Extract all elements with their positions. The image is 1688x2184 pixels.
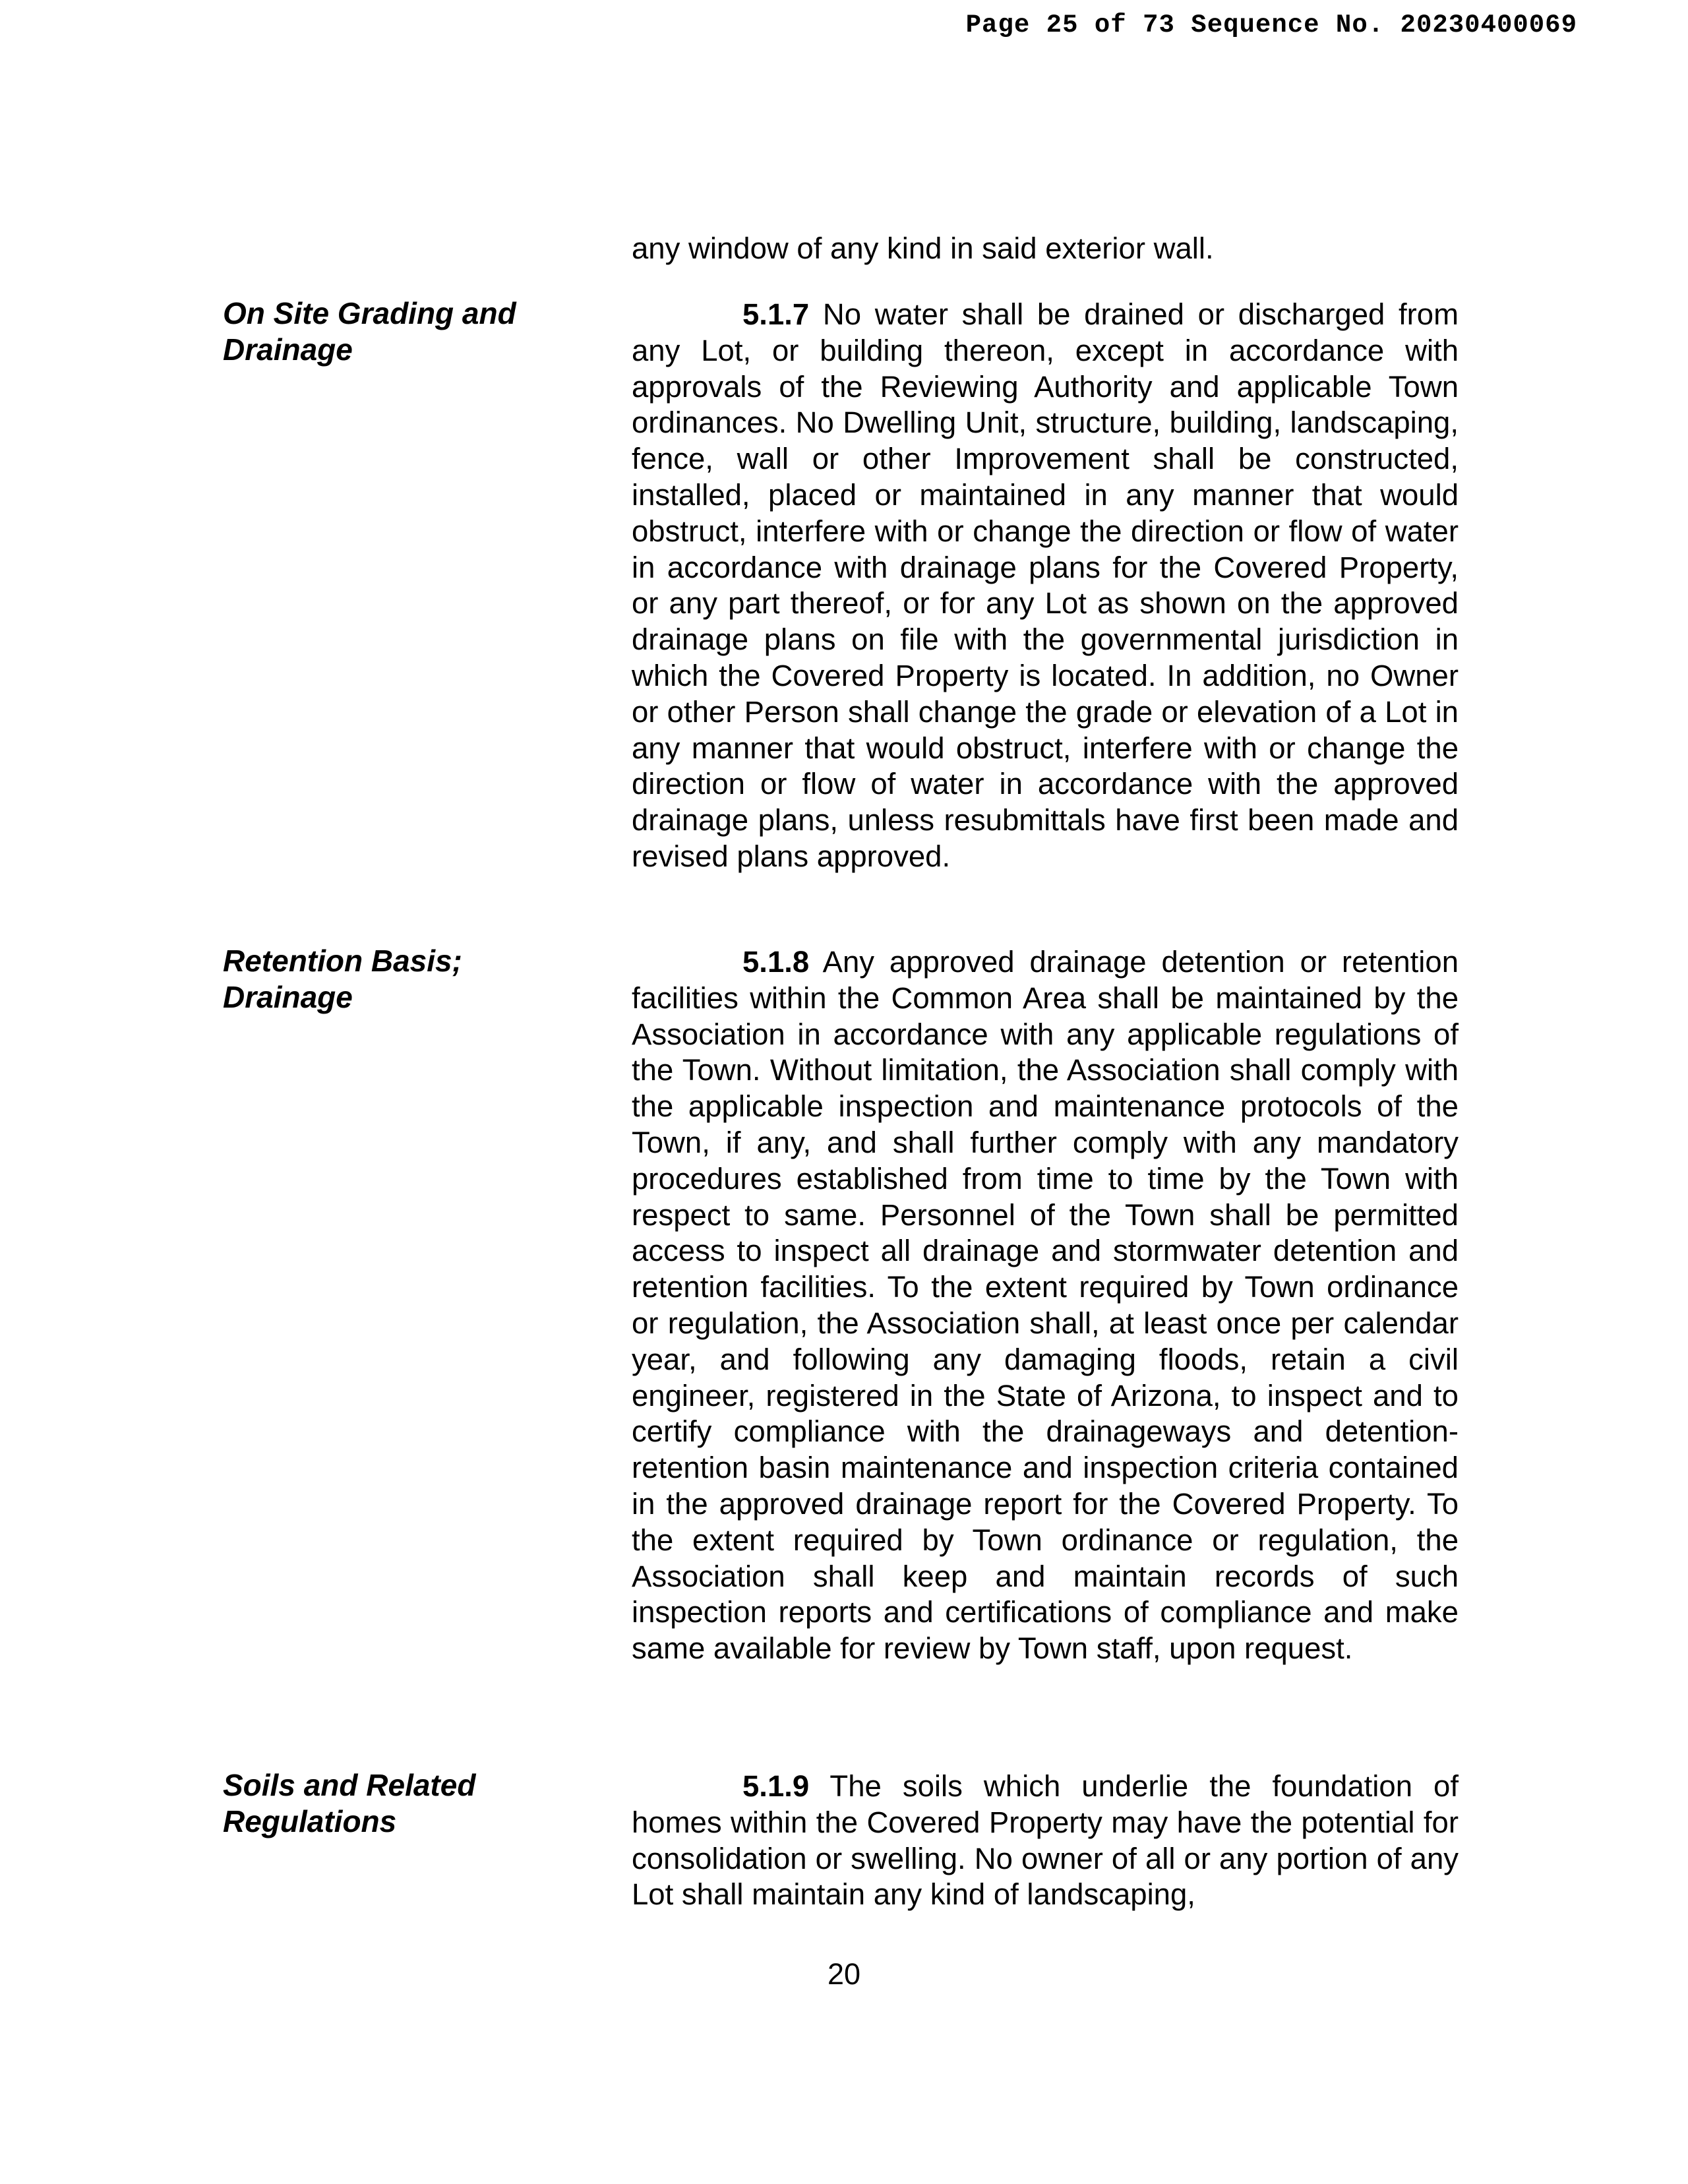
section-number: 5.1.7: [742, 297, 810, 331]
section-heading-retention-basis: Retention Basis; Drainage: [223, 944, 462, 1014]
section-5-1-7-paragraph: [632, 297, 1459, 875]
section-text: Any approved drainage detention or retention facilities within the Common Area shall be maintained by the Association in accordance with any applicable regulations of the Town. Without limitation, the Association shall comply with the applicable inspection and maintenance protocols of the Town, if any, and shall further comply with any mandatory procedures established from time to time by the Town with respect to same. Personnel of the Town shall be permitted access to inspect all drainage and stormwater detention and retention facilities. To the extent required by Town ordinance or regulation, the Association shall, at least once per calendar year, and following any damaging floods, retain a civil engineer, registered in the State of Arizona, to inspect and to certify compliance with the drainageways and detention-retention basin maintenance and inspection criteria contained in the approved drainage report for the Covered Property. To the extent required by Town ordinance or regulation, the Association shall keep and maintain records of such inspection reports and certifications of compliance and make same available for review by Town staff, upon request.: [632, 945, 1459, 1666]
section-heading-grading-drainage: On Site Grading and Drainage: [223, 296, 516, 367]
section-number: 5.1.8: [742, 945, 810, 979]
section-5-1-9-paragraph: [632, 1769, 1459, 1913]
page-sequence-header: Page 25 of 73 Sequence No. 20230400069: [965, 11, 1577, 40]
section-text: No water shall be drained or discharged from any Lot, or building thereon, except in accordance with approvals of the Reviewing Authority and applicable Town ordinances. No Dwelling Unit, structure, building, landscaping, fence, wall or other Improvement shall be constructed, installed, placed or maintained in any manner that would obstruct, interfere with or change the direction or flow of water in accordance with drainage plans for the Covered Property, or any part thereof, or for any Lot as shown on the approved drainage plans on file with the governmental jurisdiction in which the Covered Property is located. In addition, no Owner or other Person shall change the grade or elevation of a Lot in any manner that would obstruct, interfere with or change the direction or flow of water in accordance with the approved drainage plans, unless resubmittals have first been made and revised plans approved.: [632, 297, 1459, 873]
section-text: The soils which underlie the foundation of homes within the Covered Property may have the potential for consolidation or swelling. No owner of all or any portion of any Lot shall maintain any kind of landscaping,: [632, 1769, 1459, 1912]
page-number: 20: [827, 1957, 861, 1991]
continuation-paragraph: any window of any kind in said exterior wall.: [632, 231, 1214, 265]
section-number: 5.1.9: [742, 1769, 810, 1803]
section-heading-soils: Soils and Related Regulations: [223, 1768, 476, 1838]
section-5-1-8-paragraph: [632, 944, 1459, 1667]
